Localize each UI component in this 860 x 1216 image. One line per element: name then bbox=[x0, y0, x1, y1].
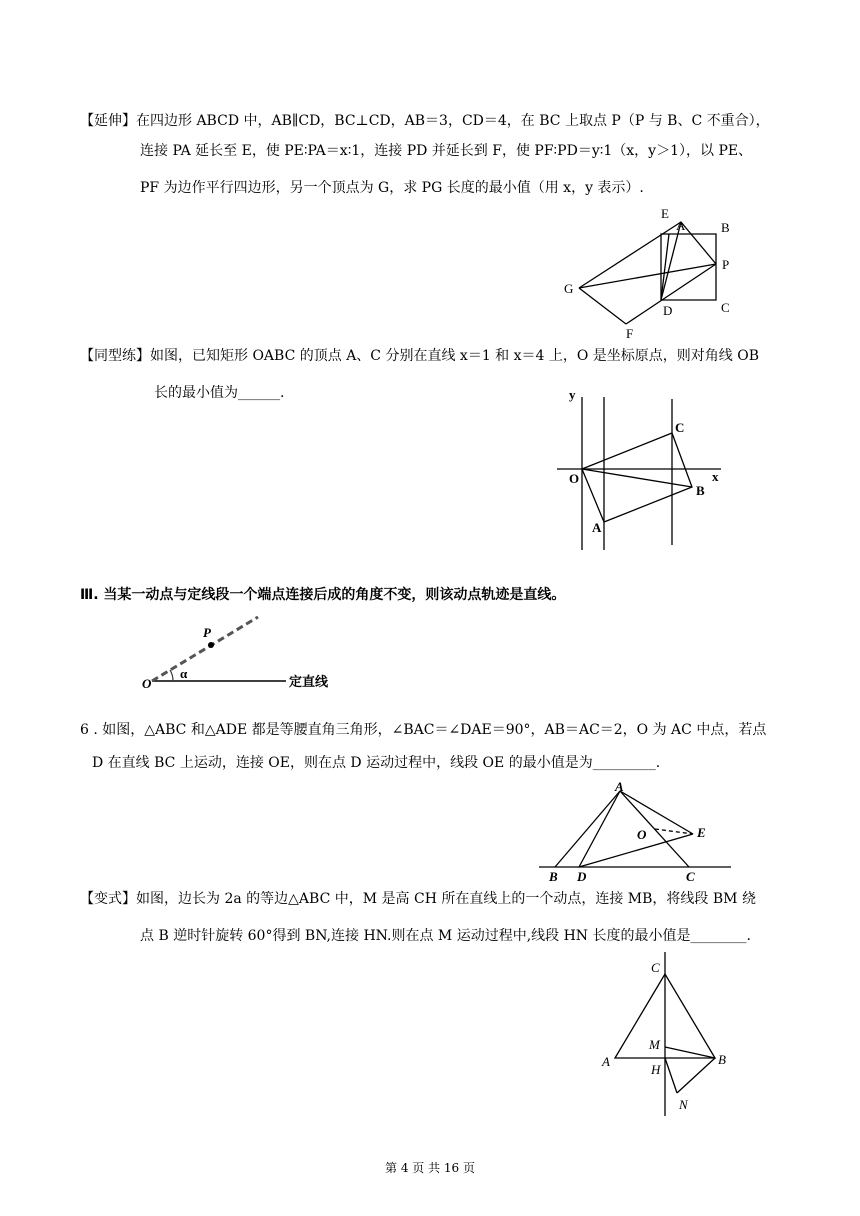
label-d: D bbox=[577, 869, 587, 883]
segment-gf bbox=[579, 288, 626, 324]
label-a: A bbox=[592, 520, 602, 535]
variant-problem bbox=[80, 889, 756, 909]
label-b: B bbox=[718, 1052, 726, 1067]
label-p: P bbox=[203, 625, 211, 640]
variant-figure bbox=[595, 950, 745, 1124]
extension-tag: 【延伸】 bbox=[80, 113, 136, 129]
similar-problem bbox=[80, 346, 759, 366]
segment-hn bbox=[665, 1058, 677, 1093]
section3-figure bbox=[140, 612, 340, 698]
extension-figure bbox=[555, 200, 755, 349]
label-alpha: α bbox=[180, 666, 188, 681]
label-h: H bbox=[651, 1062, 661, 1077]
label-g: G bbox=[564, 281, 574, 296]
label-a: A bbox=[615, 779, 624, 794]
label-o: O bbox=[569, 471, 580, 486]
segment-de bbox=[579, 834, 693, 867]
extension-line2: 连接 PA 延长至 E，使 PE∶PA＝x∶1，连接 PD 并延长到 F，使 PF∶PD＝y∶1（x，y＞1），以 PE、 bbox=[140, 143, 753, 159]
label-fixed-line: 定直线 bbox=[289, 675, 329, 690]
label-f: F bbox=[626, 326, 634, 341]
segment-gp bbox=[579, 264, 716, 288]
similar-figure bbox=[555, 385, 735, 559]
label-o: O bbox=[637, 827, 647, 842]
segment-ac bbox=[620, 791, 689, 867]
label-b: B bbox=[696, 483, 705, 498]
label-b: B bbox=[721, 220, 730, 235]
label-d: D bbox=[663, 303, 673, 318]
similar-tag: 【同型练】 bbox=[80, 348, 150, 364]
point-p bbox=[208, 642, 214, 648]
variant-tag: 【变式】 bbox=[80, 891, 136, 907]
label-c: C bbox=[686, 869, 695, 883]
variant-line2: 点 B 逆时针旋转 60°得到 BN,连接 HN.则在点 M 运动过程中,线段 HN 长度的最小值是________. bbox=[140, 928, 751, 944]
label-m: M bbox=[649, 1037, 660, 1052]
similar-line1: 如图，已知矩形 OABC 的顶点 A、C 分别在直线 x＝1 和 x＝4 上，O 是坐标原点，则对角线 OB bbox=[150, 348, 760, 364]
segment-ab bbox=[555, 791, 620, 867]
extension-problem bbox=[80, 111, 770, 131]
page-footer: 第 4 页 共 16 页 bbox=[385, 1161, 475, 1175]
label-p: P bbox=[722, 257, 730, 272]
extension-line1: 在四边形 ABCD 中，AB∥CD，BC⊥CD，AB＝3，CD＝4，在 BC 上取点 P（P 与 B、C 不重合）， bbox=[136, 113, 770, 129]
label-y: y bbox=[569, 387, 576, 402]
segment-ad bbox=[579, 791, 620, 867]
label-n: N bbox=[679, 1097, 688, 1112]
label-e: E bbox=[661, 206, 669, 221]
label-e: E bbox=[697, 825, 706, 840]
segment-pe bbox=[681, 222, 716, 264]
similar-line2: 长的最小值为______. bbox=[154, 385, 285, 401]
label-a: A bbox=[676, 218, 686, 233]
segment-bn bbox=[677, 1058, 715, 1093]
label-b: B bbox=[549, 869, 558, 883]
label-c: C bbox=[651, 960, 660, 975]
label-a: A bbox=[602, 1054, 610, 1069]
segment-ae bbox=[620, 791, 693, 834]
segment-eg bbox=[579, 222, 681, 288]
segment-oe-dashed bbox=[655, 829, 693, 834]
section3-title: Ⅲ. 当某一动点与定线段一个端点连接后成的角度不变，则该动点轨迹是直线。 bbox=[80, 587, 566, 603]
label-c: C bbox=[675, 420, 685, 435]
label-c: C bbox=[721, 300, 730, 315]
label-x: x bbox=[712, 469, 719, 484]
q6-line1: 6 . 如图，△ABC 和△ADE 都是等腰直角三角形，∠BAC＝∠DAE＝90°，AB＝AC＝2，O 为 AC 中点，若点 bbox=[80, 722, 767, 738]
angle-arc bbox=[170, 670, 173, 681]
label-o: O bbox=[142, 676, 152, 691]
variant-line1: 如图，边长为 2a 的等边△ABC 中，M 是高 CH 所在直线上的一个动点，连接 MB，将线段 BM 绕 bbox=[136, 891, 756, 907]
q6-line2: D 在直线 BC 上运动，连接 OE，则在点 D 运动过程中，线段 OE 的最小值是为_________. bbox=[92, 755, 661, 771]
extension-line3: PF 为边作平行四边形，另一个顶点为 G，求 PG 长度的最小值（用 x，y 表示）. bbox=[140, 180, 644, 196]
segment-ad bbox=[661, 234, 669, 300]
q6-figure bbox=[535, 778, 735, 887]
diagonal-ob bbox=[582, 469, 692, 487]
segment-mb bbox=[665, 1047, 715, 1058]
